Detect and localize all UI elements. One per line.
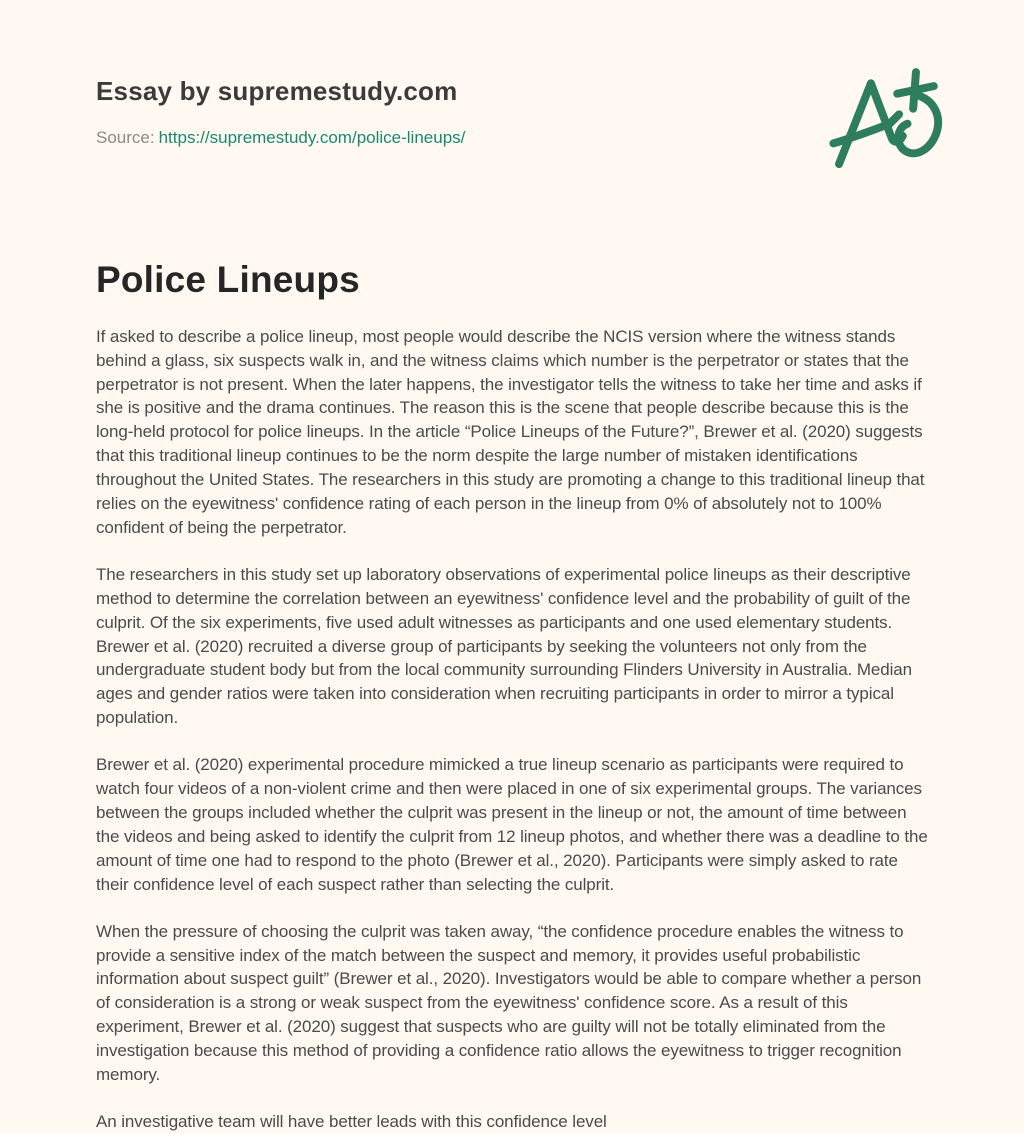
- source-label: Source:: [96, 128, 155, 148]
- logo-a-left-stroke: [839, 83, 871, 164]
- essay-paragraph-3: Brewer et al. (2020) experimental procedure mimicked a true lineup scenario as participants were required to watch four videos of a non-violent crime and then were placed in one of six experimental groups. The variances between the groups included whether the culprit was present in the lineup or not, the amount of time between the videos and being asked to identify the culprit from 12 lineup photos, and whether there was a deadline to the amount of time one had to respond to the photo (Brewer et al., 2020). Participants were simply asked to rate their confidence level of each suspect rather than selecting the culprit.: [96, 755, 928, 894]
- logo-hook-stroke: [898, 96, 938, 153]
- essay-paragraph-1: If asked to describe a police lineup, most people would describe the NCIS version where the witness stands behind a glass, six suspects walk in, and the witness claims which number is the perpetrator or states that the perpetrator is not present. When the later happens, the investigator tells the witness to take her time and asks if she is positive and the drama continues. The reason this is the scene that people describe because this is the long-held protocol for police lineups. In the article “Police Lineups of the Future?”, Brewer et al. (2020) suggests that this traditional lineup continues to be the norm despite the large number of mistaken identifications throughout the United States. The researchers in this study are promoting a change to this traditional lineup that relies on the eyewitness' confidence rating of each person in the lineup from 0% of absolutely not to 100% confident of being the perpetrator.: [96, 326, 925, 537]
- essay-by-heading: Essay by supremestudy.com: [96, 76, 458, 106]
- header-text-block: [96, 64, 465, 148]
- essay-paragraph-4: When the pressure of choosing the culprit was taken away, “the confidence procedure enables the witness to provide a sensitive index of the match between the suspect and memory, it provides useful probabilistic information about suspect guilt” (Brewer et al., 2020). Investigators would be able to compare whether a person of consideration is a strong or weak suspect from the eyewitness' confidence score. As a result of this experiment, Brewer et al. (2020) suggest that suspects who are guilty will not be totally eliminated from the investigation because this method of providing a confidence ratio allows the eyewitness to trigger recognition memory.: [96, 921, 922, 1085]
- a-plus-logo-icon: [824, 66, 946, 172]
- essay-content: [0, 260, 1024, 1134]
- source-url-link[interactable]: https://supremestudy.com/police-lineups/: [158, 128, 466, 148]
- logo-plus-horizontal-stroke: [897, 86, 934, 94]
- essay-paragraph-5: An investigative team will have better leads with this confidence level: [96, 1111, 607, 1131]
- source-line: [96, 128, 465, 148]
- page-header: [0, 0, 1024, 172]
- essay-paragraph-2: The researchers in this study set up laboratory observations of experimental police lineups as their descriptive method to determine the correlation between an eyewitness' confidence level and the probability of guilt of the culprit. Of the six experiments, five used adult witnesses as participants and one used elementary students. Brewer et al. (2020) recruited a diverse group of participants by seeking the volunteers not only from the undergraduate student body but from the local community surrounding Flinders University in Australia. Median ages and gender ratios were taken into consideration when recruiting participants in order to mirror a typical population.: [96, 564, 913, 728]
- document-title: Police Lineups: [96, 259, 360, 300]
